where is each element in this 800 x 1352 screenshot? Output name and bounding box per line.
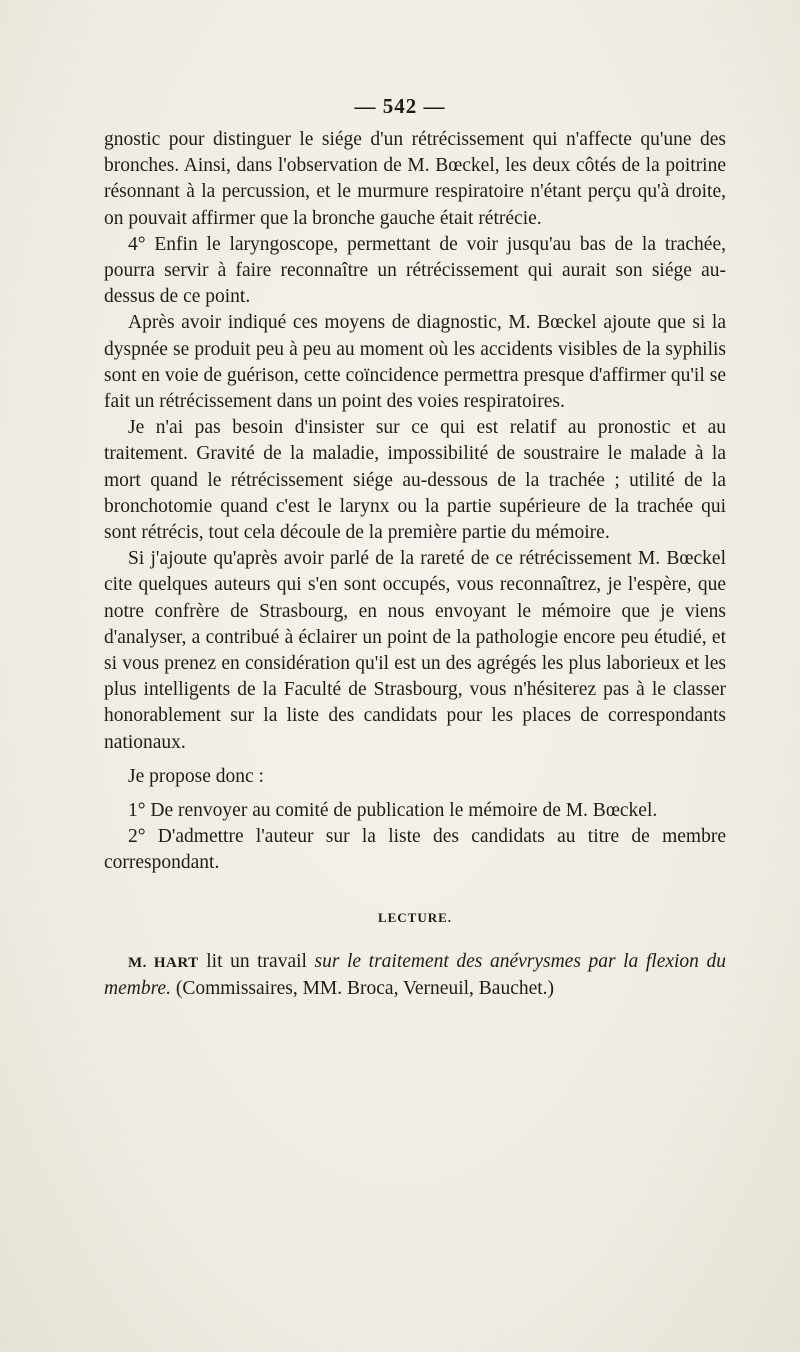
paragraph-laryngoscope: 4° Enfin le laryngoscope, permettant de voir jusqu'au bas de la trachée, pourra servir à faire reconnaître un rétrécissement qui aurait son siége au-dessus de ce point.: [104, 233, 726, 308]
section-heading: LECTURE.: [377, 909, 453, 925]
proposal-item-1: 1° De renvoyer au comité de publication le mémoire de M. Bœckel.: [128, 800, 658, 822]
lecture-title: sur le traitement des anévrysmes par la flexion du membre.: [104, 950, 727, 1000]
page-number: — 542 —: [354, 94, 446, 118]
paragraph-conclusion: Si j'ajoute qu'après avoir parlé de la rareté de ce rétrécissement M. Bœckel cite quelques auteurs qui s'en sont occupés, vous reconnaîtrez, je l'espère, que notre confrère de Strasbourg, en nous envoyant le mémoire que je viens d'analyser, a contribué à éclairer un point de la pathologie encore peu étudié, et si vous prenez en considération qu'il est un des agrégés les plus laborieux et les plus intelligents de la Faculté de Strasbourg, vous n'hésiterez pas à le classer honorablement sur la liste des candidats pour les places de correspondants nationaux.: [104, 548, 726, 753]
proposal-item-2: 2° D'admettre l'auteur sur la liste des candidats au titre de membre correspondant.: [104, 826, 726, 874]
body-text: [104, 127, 726, 1002]
lecture-verb: lit un travail: [198, 950, 315, 972]
paragraph-pronostic: Je n'ai pas besoin d'insister sur ce qui est relatif au pronostic et au traitement. Gravité de la maladie, impossibilité de soustraire le malade à la mort quand le rétrécissement siége au-dessous de la trachée ; utilité de la bronchotomie quand c'est le larynx ou la partie supérieure de la trachée qui sont rétrécis, tout cela découle de la première partie du mémoire.: [104, 417, 726, 544]
lecture-paragraph: [104, 949, 726, 1002]
paragraph-dyspnee: Après avoir indiqué ces moyens de diagnostic, M. Bœckel ajoute que si la dyspnée se produit peu à peu au moment où les accidents visibles de la syphilis sont en voie de guérison, cette coïncidence permettra presque d'affirmer qu'il se fait un rétrécissement dans un point des voies respiratoires.: [104, 312, 726, 413]
lecture-commissioners: (Commissaires, MM. Broca, Verneuil, Bauchet.): [170, 978, 555, 1000]
lecture-author: M. HART: [128, 954, 199, 971]
paragraph-propose: Je propose donc :: [128, 765, 264, 787]
paragraph-diagnostic-bronches: gnostic pour distinguer le siége d'un rétrécissement qui n'affecte qu'une des bronches. Ainsi, dans l'observation de M. Bœckel, les deux côtés de la poitrine résonnant à la percussion, et le murmure respiratoire n'étant perçu qu'à droite, on pouvait affirmer que la bronche gauche était rétrécie.: [104, 129, 726, 229]
